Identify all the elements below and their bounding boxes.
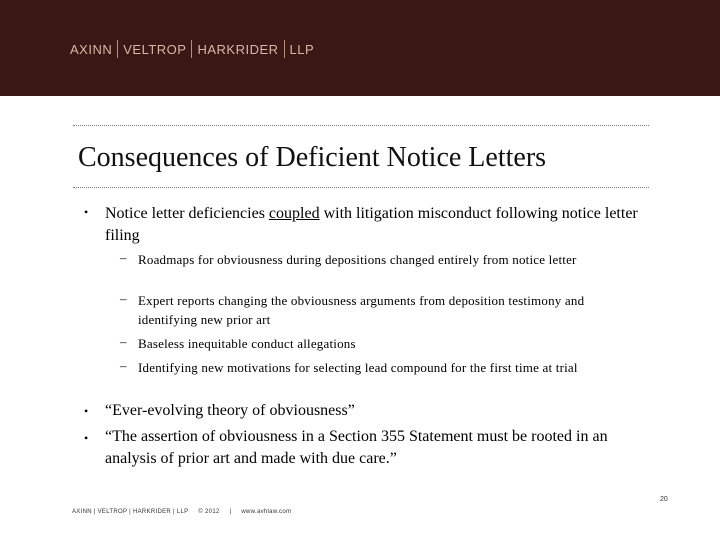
bullet-text-part: Notice letter deficiencies — [105, 205, 269, 222]
bullet-text-part: with litigation misconduct following notice letter filing — [105, 205, 638, 244]
logo-divider — [117, 40, 118, 58]
logo-divider — [191, 40, 192, 58]
title-divider — [73, 187, 649, 188]
firm-name-part: AXINN — [70, 41, 113, 57]
page-number: 20 — [660, 496, 668, 503]
header-band — [0, 0, 720, 96]
bullet-marker: • — [84, 404, 89, 418]
firm-name-part: LLP — [289, 41, 315, 57]
top-divider — [73, 125, 649, 126]
logo-divider — [284, 40, 285, 58]
bullet-marker: • — [84, 205, 89, 219]
footer-firm: AXINN | VELTROP | HARKRIDER | LLP — [72, 509, 189, 515]
dash-marker: – — [120, 250, 127, 265]
bullet-text: “The assertion of obviousness in a Section 355 Statement must be rooted in an analysis of prior art and made with due care.” — [105, 428, 608, 467]
footer-copyright: © 2012 — [198, 509, 220, 515]
slide-title: Consequences of Deficient Notice Letters — [78, 142, 547, 173]
footer-divider: | — [229, 509, 232, 515]
sub-item: Roadmaps for obviousness during depositions changed entirely from notice letter — [138, 252, 577, 267]
firm-name-part: VELTROP — [123, 41, 187, 57]
footer-website[interactable]: www.avhlaw.com — [241, 509, 292, 515]
bullet-text: “Ever-evolving theory of obviousness” — [105, 402, 355, 419]
underlined-word: coupled — [268, 205, 320, 222]
firm-logo — [70, 40, 314, 58]
bullet-text — [105, 203, 645, 247]
sub-item: Baseless inequitable conduct allegations — [138, 336, 356, 351]
bullet-marker: • — [84, 431, 89, 445]
sub-item: Expert reports changing the obviousness arguments from deposition testimony and identifying new prior art — [138, 293, 585, 327]
footer — [72, 509, 299, 515]
firm-name-part: HARKRIDER — [197, 41, 279, 57]
dash-marker: – — [120, 334, 127, 349]
sub-item: Identifying new motivations for selecting lead compound for the first time at trial — [138, 360, 578, 375]
dash-marker: – — [120, 291, 127, 306]
dash-marker: – — [120, 358, 127, 373]
